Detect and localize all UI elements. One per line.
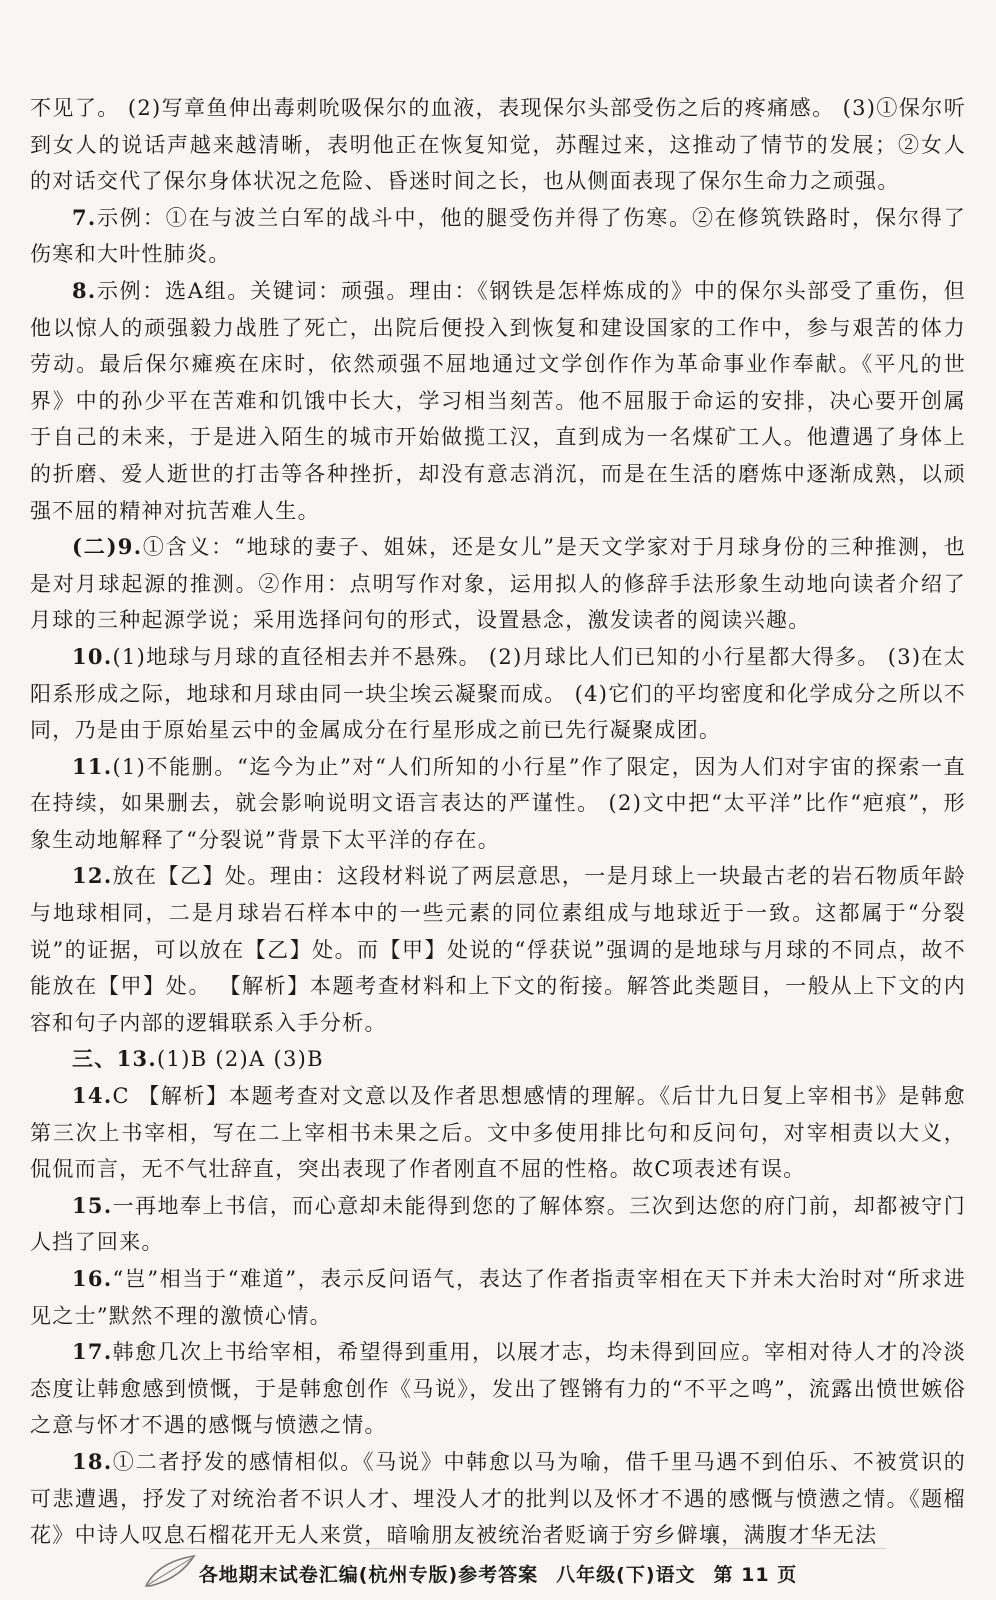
question-number: 8.: [72, 277, 97, 303]
answer-text: 一再地奉上书信，而心意却未能得到您的了解体察。三次到达您的府门前，却都被守门人挡了回来。: [30, 1193, 966, 1255]
answer-text: (1)地球与月球的直径相去并不悬殊。 (2)月球比人们已知的小行星都大得多。 (3)在太阳系形成之际，地球和月球由同一块尘埃云凝聚而成。 (4)它们的平均密度和化学成分之所以不同，乃是由于原始星云中的金属成分在行星形成之前已先行凝聚成团。: [30, 644, 966, 743]
question-number: 14.: [72, 1083, 113, 1109]
answer-text: 放在【乙】处。理由：这段材料说了两层意思，一是月球上一块最古老的岩石物质年龄与地球相同，二是月球岩石样本中的一些元素的同位素组成与地球近于一致。这都属于“分裂说”的证据，可以放在【乙】处。而【甲】处说的“俘获说”强调的是地球与月球的不同点，故不能放在【甲】处。 【解析】本题考查材料和上下文的衔接。解答此类题目，一般从上下文的内容和句子内部的逻辑联系入手分析。: [30, 864, 966, 1035]
answer-paragraph: [30, 1261, 966, 1334]
question-number: 10.: [72, 643, 113, 669]
answer-text: C 【解析】本题考查对文意以及作者思想感情的理解。《后廿九日复上宰相书》是韩愈第三次上书宰相，写在二上宰相书未果之后。文中多使用排比句和反问句，对宰相责以大义，侃侃而言，无不气壮辞直，突出表现了作者刚直不屈的性格。故C项表述有误。: [30, 1084, 966, 1182]
footer-divider: [150, 1548, 886, 1549]
question-number: 12.: [72, 863, 113, 889]
answer-content: [30, 90, 966, 1554]
question-number: 17.: [72, 1339, 113, 1365]
answer-paragraph: [30, 200, 966, 273]
question-number: 7.: [72, 204, 97, 230]
answer-paragraph: [30, 1188, 966, 1261]
question-number: 18.: [72, 1448, 113, 1474]
answer-paragraph: [30, 1334, 966, 1444]
answer-paragraph: [30, 639, 966, 749]
question-number: 16.: [72, 1266, 113, 1291]
answer-text: “岂”相当于“难道”，表示反问语气，表达了作者指责宰相在天下并未大治时对“所求进见之士”默然不理的激愤心情。: [30, 1267, 966, 1328]
question-number: 三、13.: [72, 1046, 158, 1072]
answer-paragraph: [30, 1078, 966, 1188]
footer-page-number: 第 11 页: [713, 1563, 798, 1586]
answer-text: 不见了。 (2)写章鱼伸出毒刺吮吸保尔的血液，表现保尔头部受伤之后的疼痛感。 (3)①保尔听到女人的说话声越来越清晰，表明他正在恢复知觉，苏醒过来，这推动了情节的发展；②女人的对话交代了保尔身体状况之危险、昏迷时间之长，也从侧面表现了保尔生命力之顽强。: [30, 96, 966, 194]
answer-paragraph: [30, 90, 966, 200]
answer-text: 韩愈几次上书给宰相，希望得到重用，以展才志，均未得到回应。宰相对待人才的冷淡态度让韩愈感到愤慨，于是韩愈创作《马说》，发出了铿锵有力的“不平之鸣”，流露出愤世嫉俗之意与怀才不遇的感慨与愤懑之情。: [30, 1340, 966, 1438]
answer-paragraph: [30, 529, 966, 639]
answer-paragraph: [30, 273, 966, 529]
answer-text: ①含义：“地球的妻子、姐妹，还是女儿”是天文学家对于月球身份的三种推测，也是对月球起源的推测。②作用：点明写作对象，运用拟人的修辞手法形象生动地向读者介绍了月球的三种起源学说；采用选择问句的形式，设置悬念，激发读者的阅读兴趣。: [30, 535, 966, 633]
answer-text: 示例：①在与波兰白军的战斗中，他的腿受伤并得了伤寒。②在修筑铁路时，保尔得了伤寒和大叶性肺炎。: [30, 205, 966, 267]
answer-text: 示例：选A组。关键词：顽强。理由：《钢铁是怎样炼成的》中的保尔头部受了重伤，但他以惊人的顽强毅力战胜了死亡，出院后便投入到恢复和建设国家的工作中，参与艰苦的体力劳动。最后保尔瘫痪在床时，依然顽强不屈地通过文学创作作为革命事业作奉献。《平凡的世界》中的孙少平在苦难和饥饿中长大，学习相当刻苦。他不屈服于命运的安排，决心要开创属于自己的未来，于是进入陌生的城市开始做揽工汉，直到成为一名煤矿工人。他遭遇了身体上的折磨、爱人逝世的打击等各种挫折，却没有意志消沉，而是在生活的磨炼中逐渐成熟，以顽强不屈的精神对抗苦难人生。: [30, 278, 966, 523]
answer-paragraph: [30, 858, 966, 1041]
answer-paragraph: [30, 1444, 966, 1554]
footer-book-title: 各地期末试卷汇编(杭州专版)参考答案: [198, 1563, 539, 1586]
answer-text: (1)B (2)A (3)B: [157, 1047, 324, 1072]
question-number: (二)9.: [72, 534, 143, 560]
footer-grade: 八年级(下)语文: [556, 1563, 696, 1586]
page-footer: [0, 1555, 996, 1591]
answer-text: (1)不能删。“迄今为止”对“人们所知的小行星”作了限定，因为人们对宇宙的探索一直在持续，如果删去，就会影响说明文语言表达的严谨性。 (2)文中把“太平洋”比作“疤痕”，形象生动地解释了“分裂说”背景下太平洋的存在。: [30, 754, 966, 852]
answer-text: ①二者抒发的感情相似。《马说》中韩愈以马为喻，借千里马遇不到伯乐、不被赏识的可悲遭遇，抒发了对统治者不识人才、埋没人才的批判以及怀才不遇的感慨与愤懑之情。《题榴花》中诗人叹息石榴花开无人来赏，暗喻朋友被统治者贬谪于穷乡僻壤，满腹才华无法: [30, 1449, 966, 1548]
answer-paragraph: [30, 1041, 966, 1078]
question-number: 15.: [72, 1192, 113, 1218]
answer-paragraph: [30, 749, 966, 859]
question-number: 11.: [72, 753, 113, 779]
